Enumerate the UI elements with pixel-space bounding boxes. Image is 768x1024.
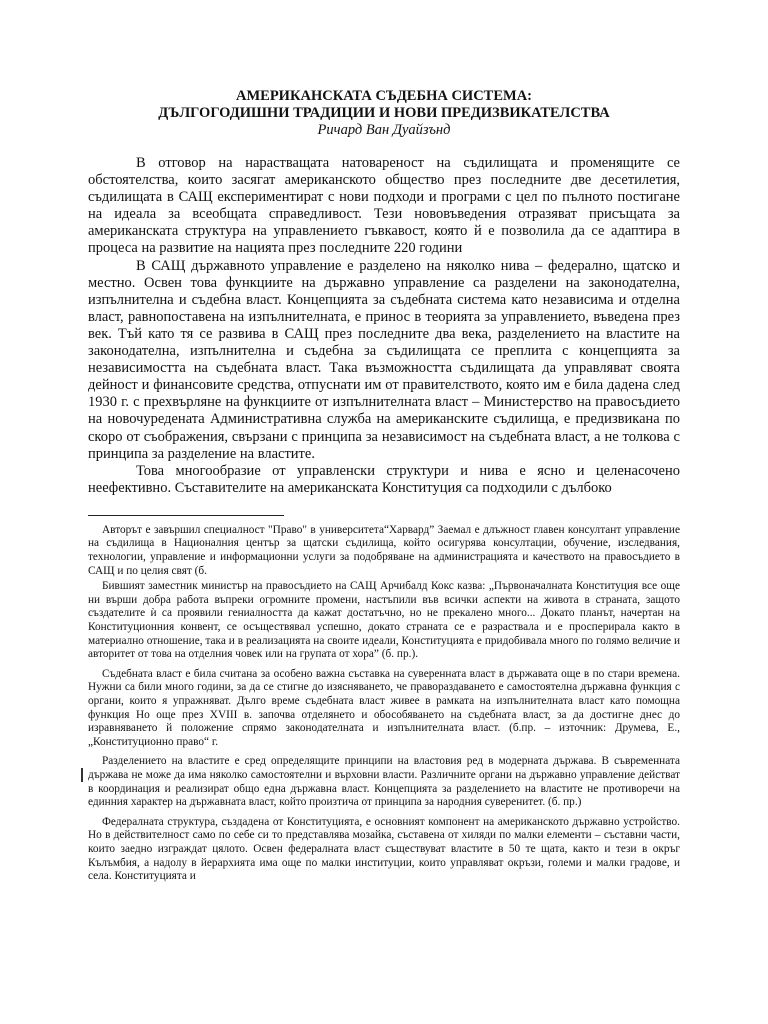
- footnote-3: Съдебната власт е била считана за особено важна съставка на суверенната власт в държавата още в по стари времена. Нужни са били много години, за да се стигне до изясняването, че правораздаването е самостоятелна държавна функция с органи, които я упражняват. Дълго време съдебната власт живее в рамката на изпълнителната власт като помощна функция Но още през XVIII в. започва отделянето и обособяването на съдебната власт, за да достигне днес до изравняването й положение спрямо законодателната и изпълнителната власт. (б.пр. – източник: Друмева, Е., „Конституционно право“ г.: [88, 667, 680, 748]
- footnote-4: Разделението на властите е сред определящите принципи на властовия ред в модерната държава. В съвременната държава не може да има няколко самостоятелни и върховни власти. Различните органи на държавно управление действат в координация и реализират общо една държавна власт. Концепцията за разделението на властите не противоречи на единния характер на държавната власт, който произтича от принципа за народния суверенитет. (б. пр.): [88, 755, 680, 809]
- footnote-5: Федералната структура, създадена от Конституцията, е основният компонент на американското държавно устройство. Но в действителност само по себе си то представлява мозайка, съставена от хиляди по малки елементи – съставни части, които заедно изграждат цялото. Освен федералната власт съществуват властите в 50 те щата, както и тези в окръг Кълъмбия, а надолу в йерархията има още по малки институции, които управляват окръзи, големи и малки градове, и села. Конституцията и: [88, 815, 680, 883]
- document-author: Ричард Ван Дуайзънд: [317, 122, 451, 138]
- document-title-line-1: АМЕРИКАНСКАТА СЪДЕБНА СИСТЕМА:: [236, 88, 532, 104]
- body-paragraph-3: Това многообразие от управленски структури и нива е ясно и целенасочено неефективно. Съставителите на американската Конституция са подходили с дълбоко: [88, 462, 680, 496]
- footnote-2: Бившият заместник министър на правосъдието на САЩ Арчибалд Кокс казва: „Първоначалната Конституция все още ни върши добра работа въпреки огромните промени, настъпили във всички аспекти на живота в страната, защото създателите ѝ са проявили гениалността да кажат достатъчно, но не прекалено много... Докато планът, начертан на Конституционния конвент, се осъществявал успешно, докато страната се е разраствала и е просперирала както в материално отношение, така и в реализацията на своите идеали, Конституцията е придобивала много по голямо величие и авторитет от това на отделния човек или на групата от хора” (б. пр.).: [88, 580, 680, 661]
- body-paragraph-1: В отговор на нарастващата натовареност на съдилищата и променящите се обстоятелства, които засягат американското общество през последните две десетилетия, съдилищата в САЩ експериментират с нови подходи и програми с цел по пълното постигане на идеала за всеобщата справедливост. Тези нововъведения отразяват присъщата за американската структура на управлението гъвкавост, която й е позволила да се адаптира в процеса на развитие на нацията през последните 220 години: [88, 155, 680, 257]
- footnote-1: Авторът е завършил специалност "Право" в университета“Харвард” Заемал е длъжност главен консултант управление на съдилища в Националния център за щатски съдилища, който осигурява консултации, обучение, изследвания, технологии, управление и информационни услуги за подобряване на администрацията и качеството на правосъдието в САЩ и по целия свят (б.: [88, 523, 680, 577]
- document-title-line-2: ДЪЛГОГОДИШНИ ТРАДИЦИИ И НОВИ ПРЕДИЗВИКАТЕЛСТВА: [158, 105, 610, 121]
- body-paragraph-2: В САЩ държавното управление е разделено на няколко нива – федерално, щатско и местно. Освен това функциите на държавно управление са разделени на законодателна, изпълнителна и съдебна власт. Концепцията за съдебната система като независима и отделна власт, равнопоставена на изпълнителната, е принос в теорията за управлението, въведена през век. Тъй като тя се развива в САЩ през последните два века, разделението на властите на законодателна, изпълнителна и съдебна за съдилищата се преплита с концепцията за независимостта на съдебната власт. Така възможността съдилищата да управляват своята дейност и финансовите средства, отпуснати им от правителството, която им е била дадена след 1930 г. с прехвърляне на функциите от изпълнителната власт – Министерство на правосъдието на новочуредената Административна служба на американските съдилища, е предизвикана по скоро от съображения, свързани с принципа за независимост на съдебната власт, а не толкова с принципа за разделение на властите.: [88, 257, 680, 462]
- text-cursor: [81, 768, 83, 782]
- footnote-separator: [88, 515, 284, 516]
